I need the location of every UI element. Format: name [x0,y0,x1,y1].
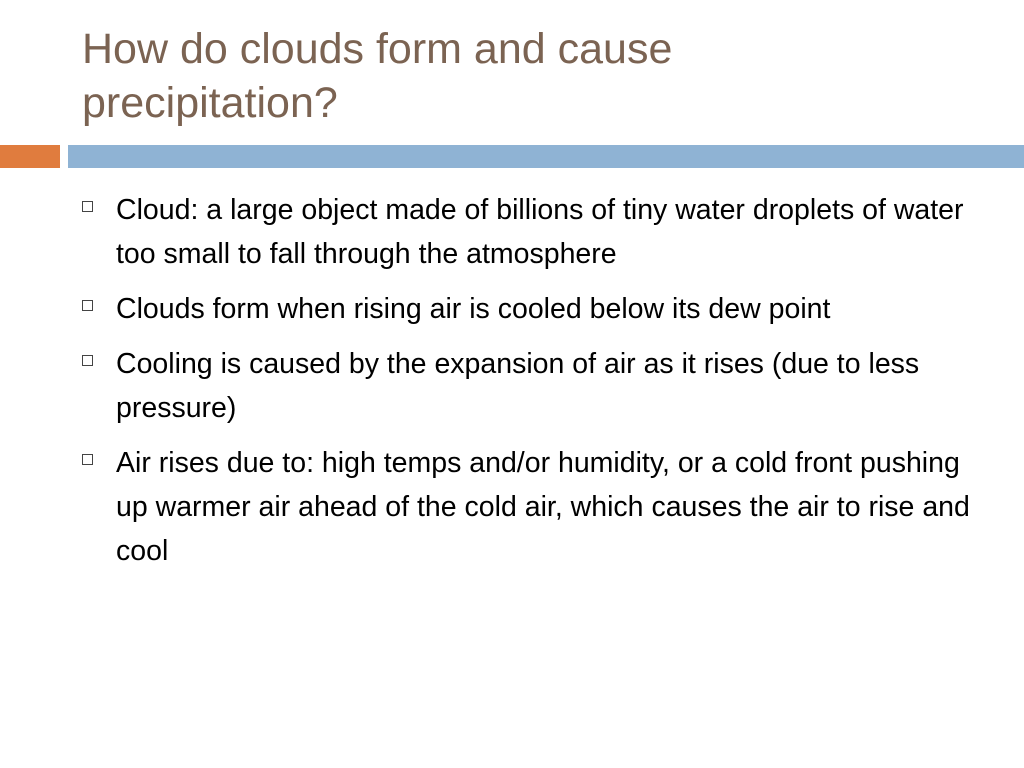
title-accent-bar [0,145,60,168]
hollow-square-icon [82,355,93,366]
bullet-item [82,287,972,331]
bullet-text: Air rises due to: high temps and/or humidity, or a cold front pushing up warmer air ahead of the cold air, which causes the air to rise and cool [116,447,970,567]
hollow-square-icon [82,201,93,212]
bullet-text: Cloud: a large object made of billions of tiny water droplets of water too small to fall through the atmosphere [116,194,964,270]
bullet-item [82,188,972,276]
bullet-text: Clouds form when rising air is cooled below its dew point [116,293,831,325]
bullet-item [82,342,972,430]
bullet-item [82,441,972,573]
hollow-square-icon [82,300,93,311]
title-rule-bar [68,145,1024,168]
slide-title: How do clouds form and cause precipitation? [82,25,673,127]
hollow-square-icon [82,454,93,465]
bullet-text: Cooling is caused by the expansion of air as it rises (due to less pressure) [116,348,920,424]
bullet-list [82,188,972,584]
